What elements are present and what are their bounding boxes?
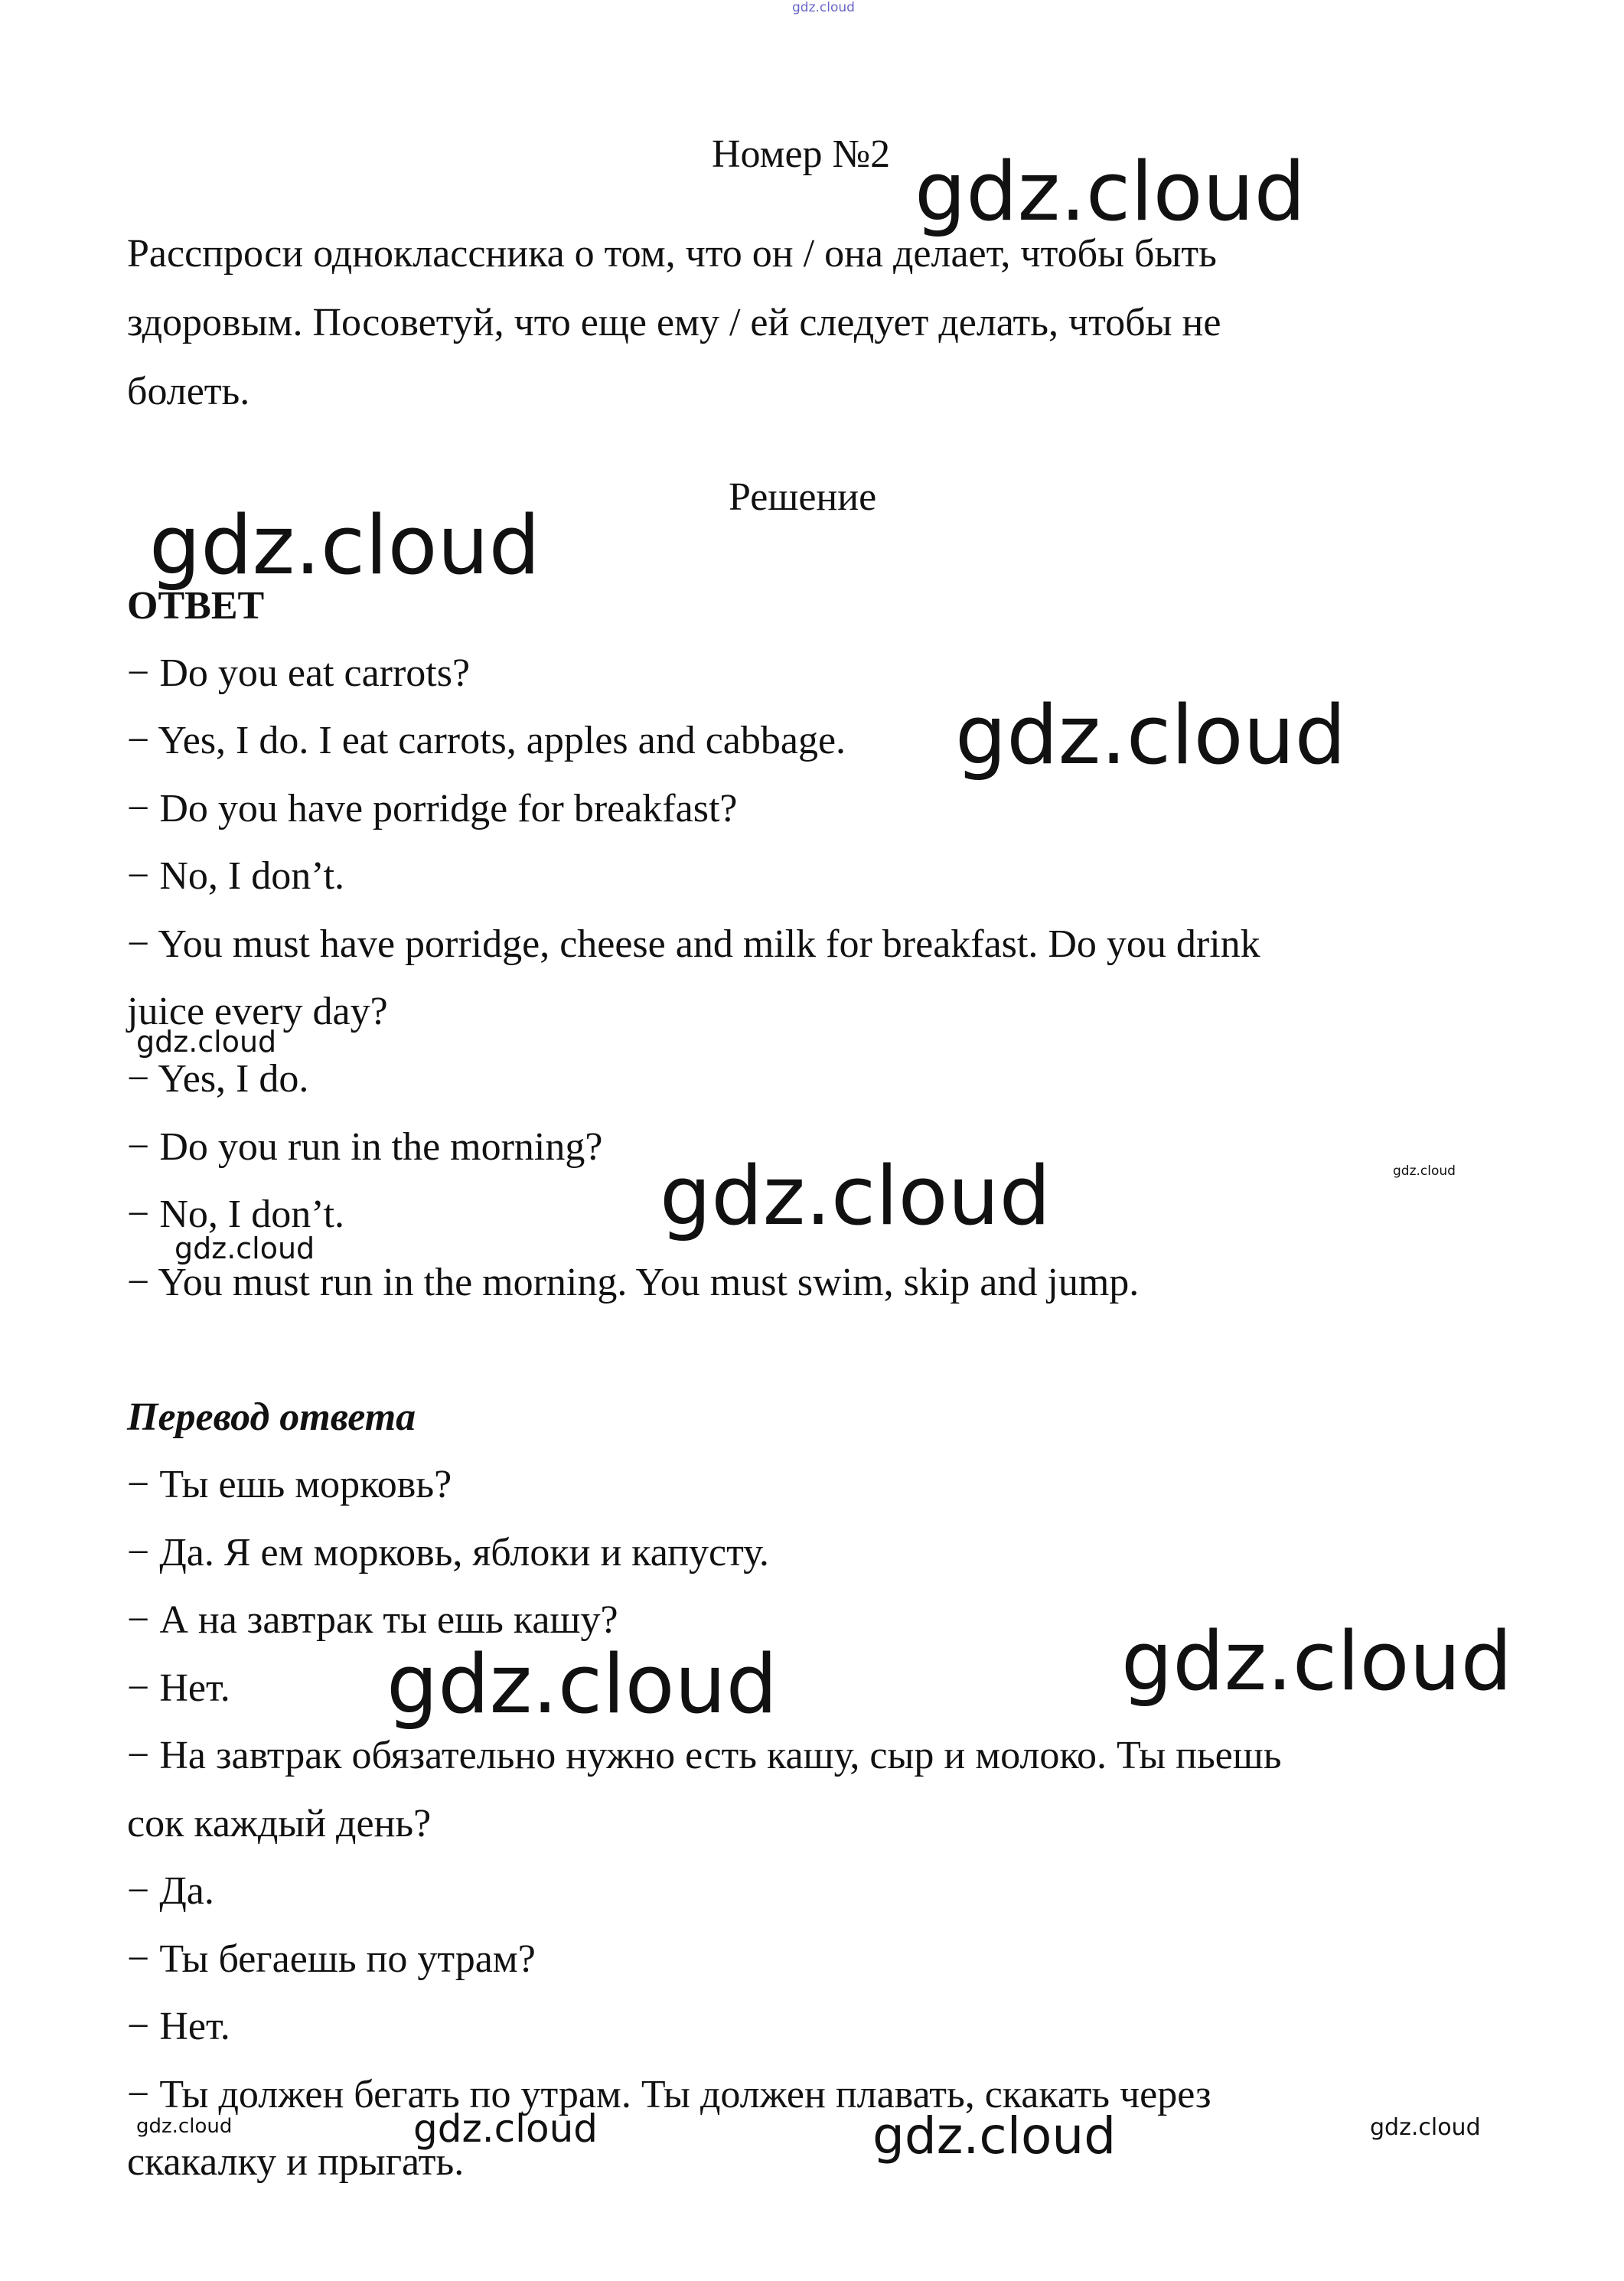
watermark: gdz.cloud: [136, 2115, 233, 2138]
watermark: gdz.cloud: [955, 688, 1346, 782]
watermark: gdz.cloud: [1121, 1614, 1512, 1708]
watermark: gdz.cloud: [1393, 1163, 1456, 1179]
translation-line: − Ты бегаешь по утрам?: [127, 1937, 536, 1981]
translation-line: − Нет.: [127, 1666, 230, 1710]
translation-line: − На завтрак обязательно нужно есть кашу, сыр и молоко. Ты пьешь: [127, 1734, 1282, 1777]
task-line: здоровым. Посоветуй, что еще ему / ей следует делать, чтобы не: [127, 301, 1221, 344]
watermark: gdz.cloud: [915, 145, 1306, 239]
watermark: gdz.cloud: [872, 2106, 1117, 2165]
answer-line: − Yes, I do.: [127, 1057, 309, 1101]
answer-line: − Yes, I do. I eat carrots, apples and cabbage.: [127, 719, 846, 762]
answer-line: − No, I don’t.: [127, 854, 345, 898]
watermark: gdz.cloud: [660, 1149, 1051, 1243]
translation-line: − Да.: [127, 1869, 214, 1913]
answer-line: juice every day?: [127, 990, 388, 1033]
answer-line: − Do you eat carrots?: [127, 651, 471, 695]
translation-line: − Нет.: [127, 2005, 230, 2048]
answer-line: − No, I don’t.: [127, 1193, 345, 1236]
translation-line: − Ты ешь морковь?: [127, 1463, 452, 1506]
translation-line: − Да. Я ем морковь, яблоки и капусту.: [127, 1531, 769, 1575]
answer-line: − Do you have porridge for breakfast?: [127, 787, 738, 830]
task-line: Расспроси одноклассника о том, что он / она делает, чтобы быть: [127, 232, 1217, 276]
watermark: gdz.cloud: [386, 1637, 778, 1731]
answer-line: − Do you run in the morning?: [127, 1125, 603, 1169]
watermark: gdz.cloud: [792, 0, 855, 15]
watermark: gdz.cloud: [413, 2106, 598, 2151]
watermark: gdz.cloud: [174, 1232, 315, 1265]
watermark: gdz.cloud: [1370, 2114, 1481, 2141]
solution-heading: Решение: [729, 475, 877, 519]
answer-heading: ОТВЕТ: [127, 584, 265, 628]
translation-line: сок каждый день?: [127, 1802, 432, 1845]
watermark: gdz.cloud: [149, 498, 540, 592]
watermark: gdz.cloud: [136, 1025, 277, 1059]
task-line: болеть.: [127, 370, 250, 413]
translation-heading: Перевод ответа: [127, 1395, 416, 1439]
translation-line: − А на завтрак ты ешь кашу?: [127, 1598, 618, 1642]
translation-line: − Ты должен бегать по утрам. Ты должен плавать, скакать через: [127, 2073, 1211, 2116]
translation-line: скакалку и прыгать.: [127, 2140, 465, 2184]
answer-line: − You must have porridge, cheese and milk for breakfast. Do you drink: [127, 922, 1260, 966]
page-title: Номер №2: [712, 132, 891, 176]
answer-line: − You must run in the morning. You must swim, skip and jump.: [127, 1261, 1140, 1304]
